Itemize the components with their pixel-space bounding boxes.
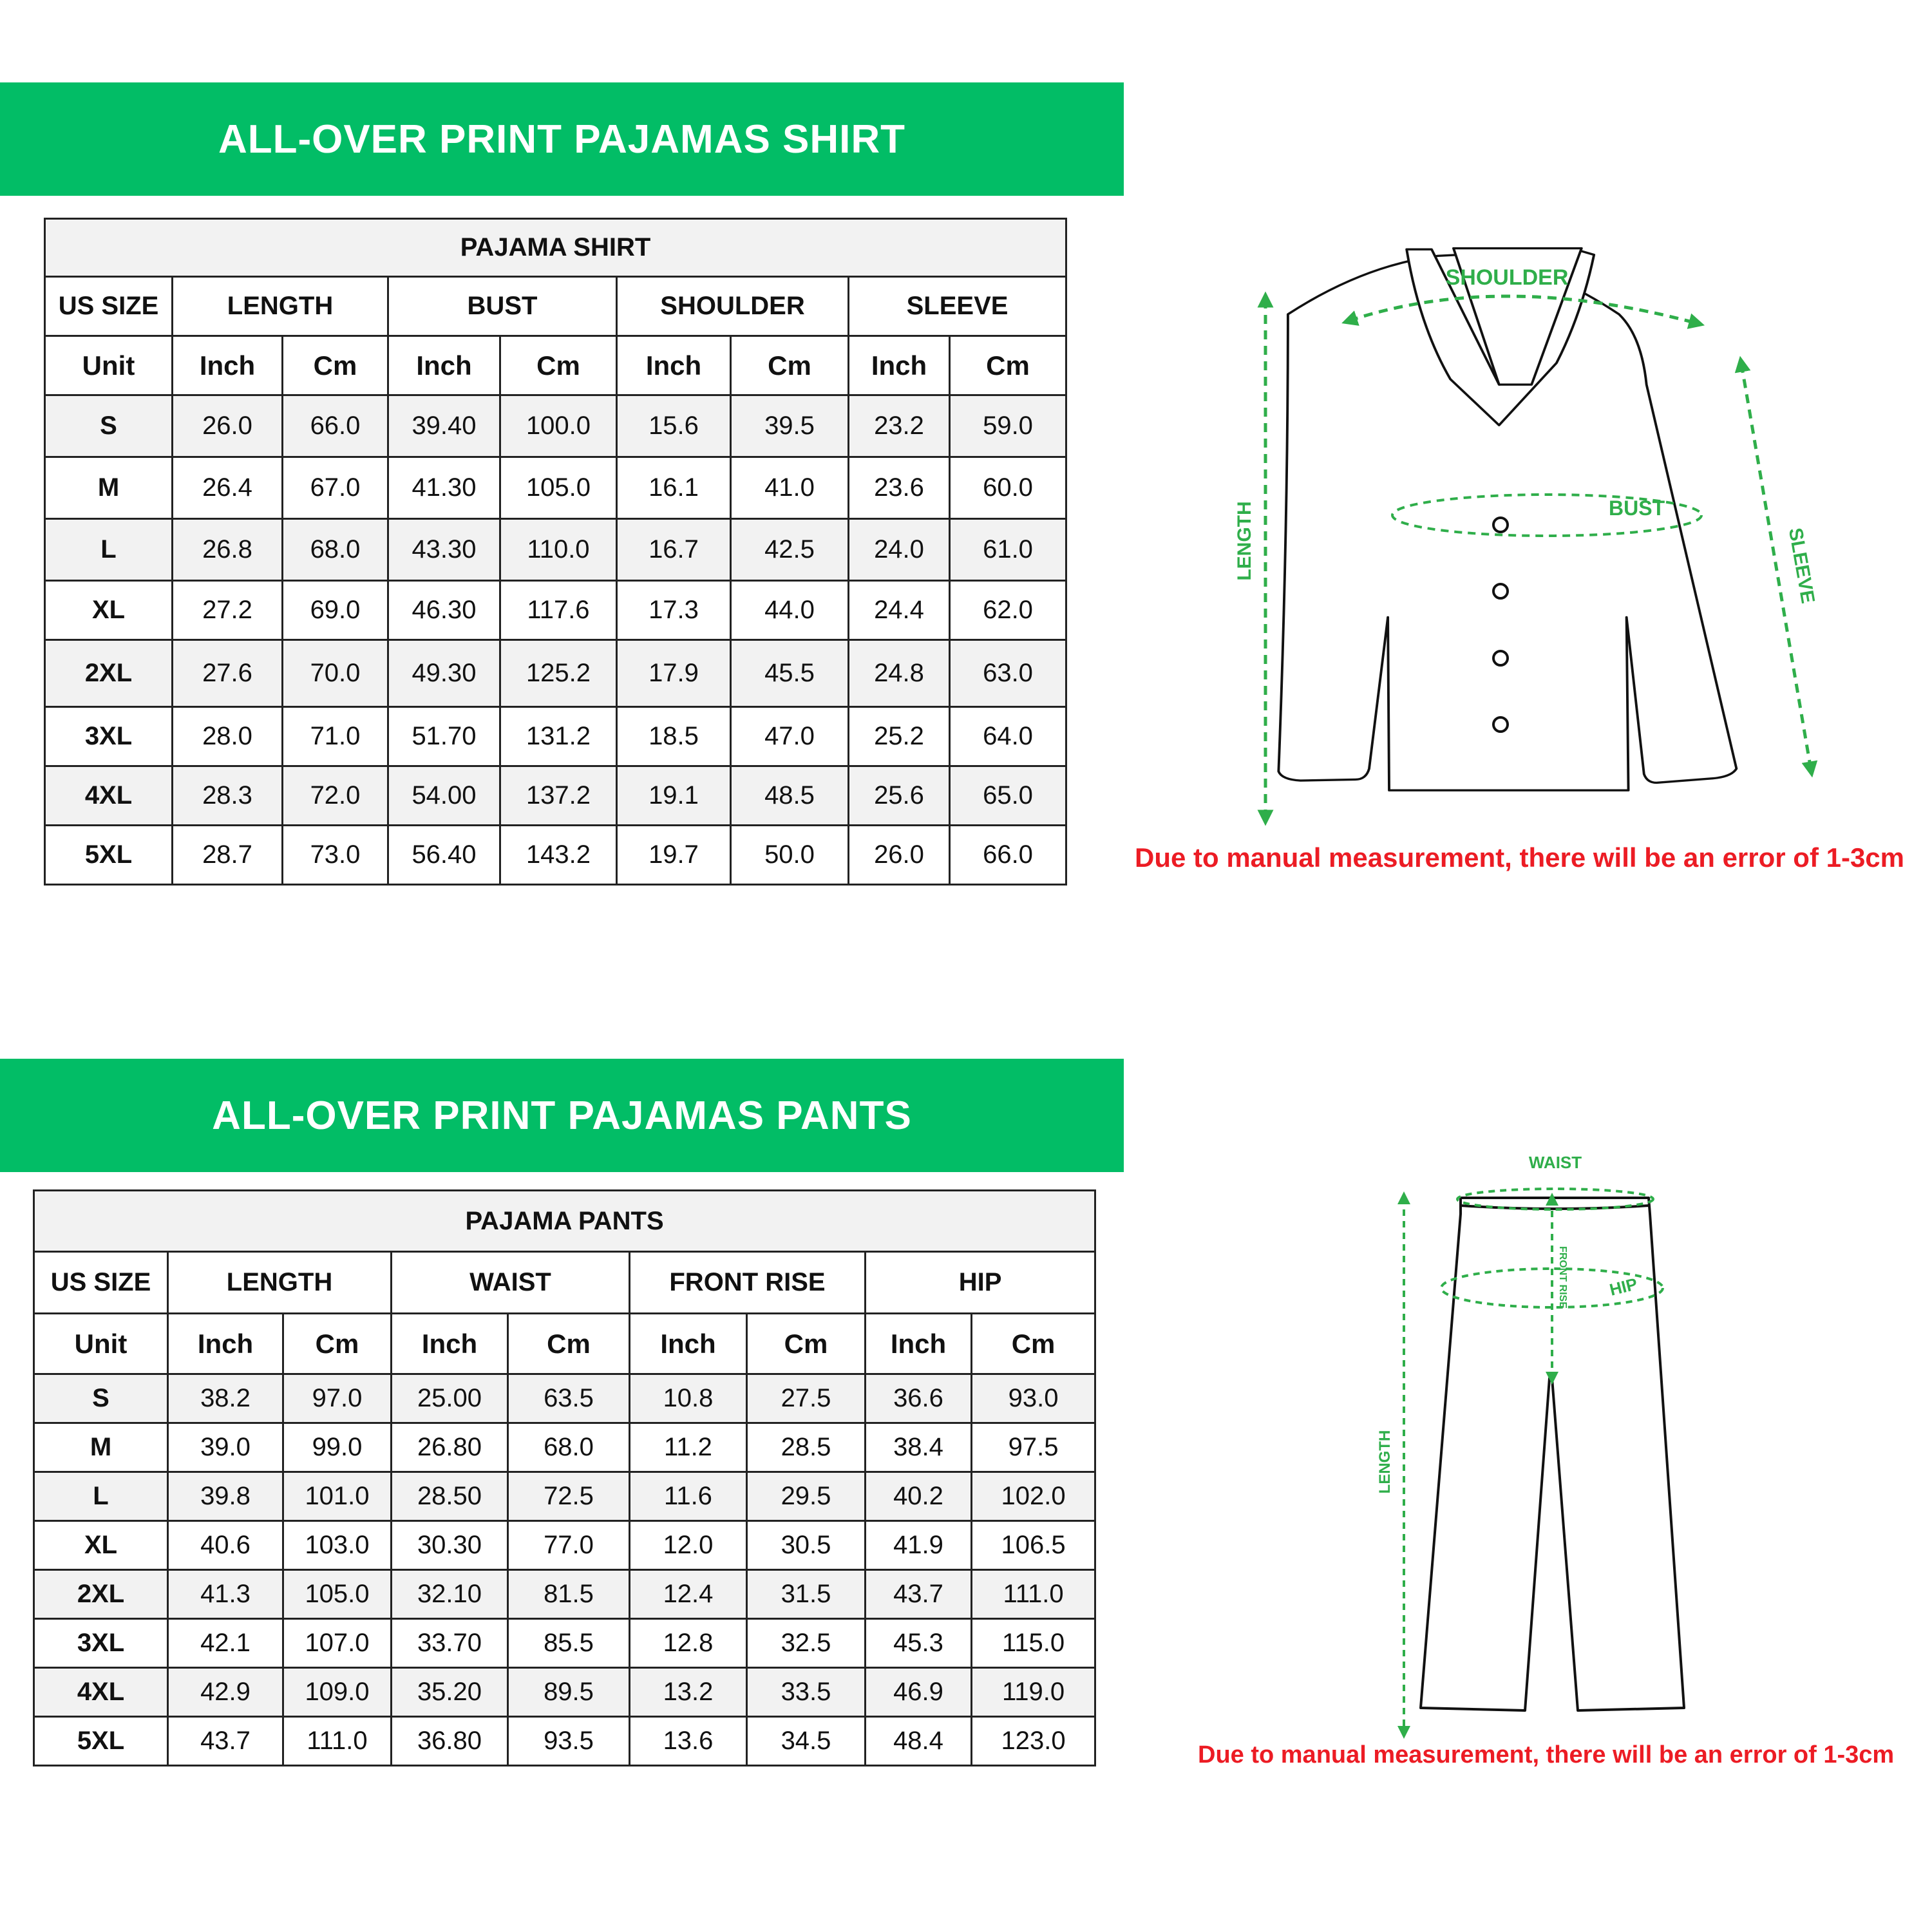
- size-column-header: US SIZE: [45, 277, 173, 336]
- unit-row-label: Unit: [34, 1314, 168, 1374]
- measurement-cell: 93.5: [508, 1717, 630, 1766]
- table-row: [34, 1521, 1095, 1570]
- measurement-cell: 27.6: [173, 640, 283, 707]
- bust-label: BUST: [1609, 497, 1665, 520]
- measurement-cell: 54.00: [388, 766, 500, 826]
- size-label: 5XL: [34, 1717, 168, 1766]
- hip-label: HIP: [1607, 1274, 1640, 1300]
- waist-label: WAIST: [1528, 1153, 1582, 1172]
- unit-row-label: Unit: [45, 336, 173, 395]
- measurement-cell: 117.6: [500, 581, 617, 640]
- measurement-cell: 68.0: [508, 1423, 630, 1472]
- measurement-cell: 26.0: [173, 395, 283, 457]
- measurement-cell: 100.0: [500, 395, 617, 457]
- measurement-cell: 123.0: [972, 1717, 1095, 1766]
- measurement-cell: 13.6: [630, 1717, 747, 1766]
- pants-measurement-note: Due to manual measurement, there will be an error of 1-3cm: [1198, 1741, 1895, 1768]
- size-label: XL: [34, 1521, 168, 1570]
- shirt-banner-title: ALL-OVER PRINT PAJAMAS SHIRT: [218, 117, 906, 162]
- measurement-cell: 111.0: [283, 1717, 392, 1766]
- measurement-cell: 25.2: [849, 707, 950, 766]
- measurement-cell: 125.2: [500, 640, 617, 707]
- sleeve-label: SLEEVE: [1784, 526, 1819, 605]
- pants-table-body: [34, 1374, 1095, 1766]
- measurement-cell: 42.9: [168, 1668, 283, 1717]
- size-column-header: US SIZE: [34, 1252, 168, 1314]
- table-row: [45, 766, 1066, 826]
- measurement-cell: 26.8: [173, 519, 283, 581]
- measurement-cell: 11.6: [630, 1472, 747, 1521]
- measurement-cell: 59.0: [950, 395, 1066, 457]
- measurement-cell: 41.9: [866, 1521, 972, 1570]
- measurement-cell: 36.6: [866, 1374, 972, 1423]
- measurement-cell: 32.10: [392, 1570, 508, 1619]
- measurement-cell: 12.4: [630, 1570, 747, 1619]
- measurement-cell: 23.2: [849, 395, 950, 457]
- size-label: 5XL: [45, 826, 173, 885]
- measurement-cell: 51.70: [388, 707, 500, 766]
- measurement-cell: 42.5: [731, 519, 849, 581]
- measurement-cell: 111.0: [972, 1570, 1095, 1619]
- length-label: LENGTH: [1234, 501, 1255, 581]
- measurement-cell: 31.5: [747, 1570, 866, 1619]
- group-header-shoulder: SHOULDER: [617, 277, 849, 336]
- measurement-cell: 44.0: [731, 581, 849, 640]
- measurement-cell: 13.2: [630, 1668, 747, 1717]
- measurement-cell: 67.0: [283, 457, 388, 519]
- unit-header: Cm: [508, 1314, 630, 1374]
- measurement-cell: 63.5: [508, 1374, 630, 1423]
- unit-header: Cm: [283, 1314, 392, 1374]
- measurement-cell: 71.0: [283, 707, 388, 766]
- measurement-cell: 17.9: [617, 640, 731, 707]
- front-rise-label: FRONT RISE: [1557, 1246, 1568, 1309]
- unit-header: Inch: [866, 1314, 972, 1374]
- measurement-cell: 109.0: [283, 1668, 392, 1717]
- measurement-cell: 46.9: [866, 1668, 972, 1717]
- group-header-length: LENGTH: [168, 1252, 392, 1314]
- table-row: [34, 1717, 1095, 1766]
- measurement-cell: 105.0: [500, 457, 617, 519]
- measurement-cell: 66.0: [283, 395, 388, 457]
- table-row: [34, 1472, 1095, 1521]
- measurement-cell: 137.2: [500, 766, 617, 826]
- measurement-cell: 143.2: [500, 826, 617, 885]
- table-row: [34, 1570, 1095, 1619]
- measurement-cell: 10.8: [630, 1374, 747, 1423]
- measurement-cell: 68.0: [283, 519, 388, 581]
- measurement-cell: 69.0: [283, 581, 388, 640]
- measurement-cell: 61.0: [950, 519, 1066, 581]
- measurement-cell: 33.70: [392, 1619, 508, 1668]
- measurement-cell: 30.30: [392, 1521, 508, 1570]
- shirt-outline: [1278, 249, 1736, 791]
- table-row: [34, 1374, 1095, 1423]
- unit-header: Cm: [500, 336, 617, 395]
- measurement-cell: 101.0: [283, 1472, 392, 1521]
- measurement-cell: 25.00: [392, 1374, 508, 1423]
- measurement-cell: 32.5: [747, 1619, 866, 1668]
- table-row: [45, 519, 1066, 581]
- size-label: L: [34, 1472, 168, 1521]
- measurement-cell: 106.5: [972, 1521, 1095, 1570]
- table-row: [45, 395, 1066, 457]
- measurement-cell: 41.0: [731, 457, 849, 519]
- measurement-cell: 18.5: [617, 707, 731, 766]
- unit-header: Inch: [617, 336, 731, 395]
- measurement-cell: 97.0: [283, 1374, 392, 1423]
- measurement-cell: 41.3: [168, 1570, 283, 1619]
- measurement-cell: 36.80: [392, 1717, 508, 1766]
- measurement-cell: 115.0: [972, 1619, 1095, 1668]
- measurement-cell: 131.2: [500, 707, 617, 766]
- measurement-cell: 56.40: [388, 826, 500, 885]
- table-row: [45, 707, 1066, 766]
- measurement-cell: 99.0: [283, 1423, 392, 1472]
- measurement-cell: 50.0: [731, 826, 849, 885]
- unit-header: Inch: [849, 336, 950, 395]
- size-label: L: [45, 519, 173, 581]
- measurement-cell: 45.3: [866, 1619, 972, 1668]
- measurement-cell: 27.2: [173, 581, 283, 640]
- group-header-front-rise: FRONT RISE: [630, 1252, 866, 1314]
- unit-header: Cm: [972, 1314, 1095, 1374]
- unit-header: Cm: [747, 1314, 866, 1374]
- measurement-cell: 97.5: [972, 1423, 1095, 1472]
- measurement-cell: 43.30: [388, 519, 500, 581]
- measurement-cell: 43.7: [866, 1570, 972, 1619]
- unit-header: Inch: [173, 336, 283, 395]
- measurement-cell: 33.5: [747, 1668, 866, 1717]
- measurement-cell: 19.7: [617, 826, 731, 885]
- shirt-banner: [0, 82, 1124, 196]
- measurement-cell: 39.0: [168, 1423, 283, 1472]
- measurement-cell: 119.0: [972, 1668, 1095, 1717]
- measurement-cell: 72.0: [283, 766, 388, 826]
- size-label: XL: [45, 581, 173, 640]
- pants-banner: [0, 1059, 1124, 1172]
- unit-header: Inch: [630, 1314, 747, 1374]
- shirt-table-body: [45, 395, 1066, 885]
- button-icon: [1493, 717, 1508, 732]
- measurement-cell: 26.0: [849, 826, 950, 885]
- measurement-cell: 12.8: [630, 1619, 747, 1668]
- size-label: S: [34, 1374, 168, 1423]
- measurement-cell: 16.1: [617, 457, 731, 519]
- measurement-cell: 26.4: [173, 457, 283, 519]
- measurement-cell: 34.5: [747, 1717, 866, 1766]
- unit-header: Cm: [950, 336, 1066, 395]
- measurement-cell: 24.0: [849, 519, 950, 581]
- group-header-waist: WAIST: [392, 1252, 630, 1314]
- size-label: M: [45, 457, 173, 519]
- measurement-cell: 27.5: [747, 1374, 866, 1423]
- measurement-cell: 63.0: [950, 640, 1066, 707]
- measurement-cell: 28.3: [173, 766, 283, 826]
- button-icon: [1493, 651, 1508, 665]
- group-header-sleeve: SLEEVE: [849, 277, 1066, 336]
- size-label: 3XL: [45, 707, 173, 766]
- pants-size-table: [33, 1189, 1096, 1766]
- measurement-cell: 40.6: [168, 1521, 283, 1570]
- measurement-cell: 28.7: [173, 826, 283, 885]
- measurement-cell: 24.8: [849, 640, 950, 707]
- size-label: 4XL: [34, 1668, 168, 1717]
- unit-header: Cm: [731, 336, 849, 395]
- table-row: [45, 457, 1066, 519]
- measurement-cell: 41.30: [388, 457, 500, 519]
- group-header-hip: HIP: [866, 1252, 1095, 1314]
- measurement-cell: 39.40: [388, 395, 500, 457]
- pants-banner-title: ALL-OVER PRINT PAJAMAS PANTS: [212, 1093, 912, 1138]
- measurement-cell: 17.3: [617, 581, 731, 640]
- measurement-cell: 77.0: [508, 1521, 630, 1570]
- measurement-cell: 64.0: [950, 707, 1066, 766]
- measurement-cell: 38.2: [168, 1374, 283, 1423]
- measurement-cell: 47.0: [731, 707, 849, 766]
- size-label: 2XL: [45, 640, 173, 707]
- measurement-cell: 85.5: [508, 1619, 630, 1668]
- measurement-cell: 45.5: [731, 640, 849, 707]
- button-icon: [1493, 584, 1508, 598]
- size-label: 3XL: [34, 1619, 168, 1668]
- measurement-cell: 40.2: [866, 1472, 972, 1521]
- measurement-cell: 73.0: [283, 826, 388, 885]
- shirt-table-caption: PAJAMA SHIRT: [45, 219, 1066, 277]
- unit-header: Inch: [168, 1314, 283, 1374]
- measurement-cell: 103.0: [283, 1521, 392, 1570]
- measurement-cell: 19.1: [617, 766, 731, 826]
- group-header-length: LENGTH: [173, 277, 388, 336]
- measurement-cell: 28.0: [173, 707, 283, 766]
- measurement-cell: 38.4: [866, 1423, 972, 1472]
- size-label: M: [34, 1423, 168, 1472]
- measurement-cell: 89.5: [508, 1668, 630, 1717]
- measurement-cell: 16.7: [617, 519, 731, 581]
- measurement-cell: 65.0: [950, 766, 1066, 826]
- measurement-cell: 81.5: [508, 1570, 630, 1619]
- unit-header: Cm: [283, 336, 388, 395]
- button-icon: [1493, 518, 1508, 532]
- length-label: LENGTH: [1376, 1430, 1394, 1494]
- measurement-cell: 29.5: [747, 1472, 866, 1521]
- measurement-cell: 35.20: [392, 1668, 508, 1717]
- shirt-measurement-note: Due to manual measurement, there will be an error of 1-3cm: [1135, 842, 1905, 873]
- measurement-cell: 42.1: [168, 1619, 283, 1668]
- measurement-cell: 70.0: [283, 640, 388, 707]
- measurement-cell: 48.4: [866, 1717, 972, 1766]
- measurement-cell: 43.7: [168, 1717, 283, 1766]
- measurement-cell: 49.30: [388, 640, 500, 707]
- measurement-cell: 24.4: [849, 581, 950, 640]
- size-label: 4XL: [45, 766, 173, 826]
- measurement-cell: 26.80: [392, 1423, 508, 1472]
- pants-table-caption: PAJAMA PANTS: [34, 1191, 1095, 1252]
- shirt-size-table: [44, 218, 1067, 886]
- measurement-cell: 93.0: [972, 1374, 1095, 1423]
- measurement-cell: 30.5: [747, 1521, 866, 1570]
- measurement-cell: 28.50: [392, 1472, 508, 1521]
- measurement-cell: 11.2: [630, 1423, 747, 1472]
- measurement-cell: 66.0: [950, 826, 1066, 885]
- table-row: [34, 1668, 1095, 1717]
- measurement-cell: 72.5: [508, 1472, 630, 1521]
- table-row: [34, 1619, 1095, 1668]
- size-label: S: [45, 395, 173, 457]
- measurement-cell: 107.0: [283, 1619, 392, 1668]
- group-header-bust: BUST: [388, 277, 617, 336]
- pants-measurement-diagram: [1365, 1153, 1726, 1745]
- measurement-cell: 25.6: [849, 766, 950, 826]
- measurement-cell: 48.5: [731, 766, 849, 826]
- measurement-cell: 28.5: [747, 1423, 866, 1472]
- measurement-cell: 12.0: [630, 1521, 747, 1570]
- measurement-cell: 102.0: [972, 1472, 1095, 1521]
- table-row: [45, 581, 1066, 640]
- measurement-cell: 46.30: [388, 581, 500, 640]
- measurement-cell: 39.5: [731, 395, 849, 457]
- shoulder-label: SHOULDER: [1445, 265, 1569, 290]
- measurement-cell: 60.0: [950, 457, 1066, 519]
- unit-header: Inch: [388, 336, 500, 395]
- shirt-measurement-diagram: [1211, 251, 1855, 850]
- measurement-cell: 15.6: [617, 395, 731, 457]
- measurement-cell: 105.0: [283, 1570, 392, 1619]
- table-row: [45, 826, 1066, 885]
- table-row: [34, 1423, 1095, 1472]
- unit-header: Inch: [392, 1314, 508, 1374]
- size-label: 2XL: [34, 1570, 168, 1619]
- measurement-cell: 110.0: [500, 519, 617, 581]
- measurement-cell: 23.6: [849, 457, 950, 519]
- table-row: [45, 640, 1066, 707]
- measurement-cell: 62.0: [950, 581, 1066, 640]
- measurement-cell: 39.8: [168, 1472, 283, 1521]
